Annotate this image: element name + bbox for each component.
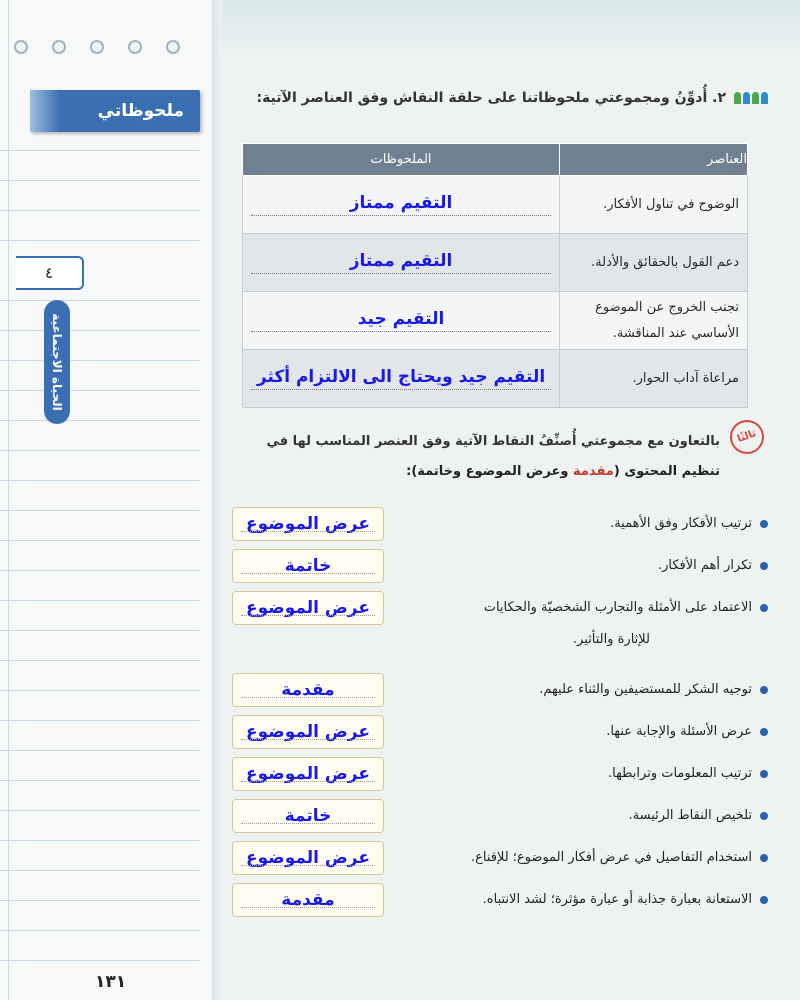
ruled-line bbox=[0, 540, 200, 541]
section2-heading: ٢. أُدوِّنُ ومجموعتي ملحوظاتنا على حلقة النقاش وفق العناصر الآتية: bbox=[256, 90, 726, 106]
bullet-icon bbox=[760, 896, 768, 904]
notes-table bbox=[242, 143, 748, 408]
section3-badge: ثالثًا bbox=[725, 415, 769, 459]
ruled-line bbox=[0, 630, 200, 631]
bullet-icon bbox=[760, 812, 768, 820]
table-element: تجنب الخروج عن الموضوع الأساسي عند المناقشة. bbox=[560, 292, 748, 350]
classification-item bbox=[232, 506, 768, 542]
table-row bbox=[243, 234, 748, 292]
item-statement: الاعتماد على الأمثلة والتجارب الشخصيّة والحكايات bbox=[483, 600, 752, 615]
binder-hole bbox=[128, 40, 142, 54]
table-note[interactable] bbox=[243, 234, 560, 292]
notes-title: ملحوظاتي bbox=[30, 90, 200, 132]
ruled-line bbox=[0, 450, 200, 451]
ruled-line bbox=[0, 960, 200, 961]
item-statement: عرض الأسئلة والإجابة عنها. bbox=[606, 724, 752, 739]
note-text: التقيم جيد bbox=[251, 309, 551, 332]
section3-intro-line1: بالتعاون مع مجموعتي أُصنِّفُ النقاط الآتية وفق العنصر المناسب لها في bbox=[266, 434, 720, 449]
intro-text: ): bbox=[406, 464, 418, 479]
ruled-line bbox=[0, 330, 200, 331]
table-header: الملحوظات bbox=[243, 144, 560, 176]
classification-item bbox=[232, 548, 768, 584]
intro-text: تنظيم المحتوى ( bbox=[613, 464, 720, 479]
answer-box[interactable]: عرض الموضوع bbox=[232, 591, 384, 625]
ruled-line bbox=[0, 600, 200, 601]
bullet-icon bbox=[760, 562, 768, 570]
ruled-line bbox=[0, 420, 200, 421]
note-text: التقيم جيد ويحتاج الى الالتزام أكثر bbox=[251, 367, 551, 390]
classification-item bbox=[232, 590, 768, 626]
group-work-icon bbox=[734, 92, 768, 104]
item-statement: استخدام التفاصيل في عرض أفكار الموضوع؛ للإقناع. bbox=[470, 850, 752, 865]
answer-box[interactable]: عرض الموضوع bbox=[232, 507, 384, 541]
ruled-line bbox=[0, 150, 200, 151]
ruled-line bbox=[0, 750, 200, 751]
notes-sidebar bbox=[0, 0, 212, 1000]
unit-number: ٤ bbox=[16, 256, 84, 290]
bullet-icon bbox=[760, 520, 768, 528]
ruled-line bbox=[0, 240, 200, 241]
classification-item bbox=[232, 840, 768, 876]
table-row bbox=[243, 292, 748, 350]
ruled-line bbox=[0, 660, 200, 661]
ruled-line bbox=[0, 720, 200, 721]
item-statement: ترتيب المعلومات وترابطها. bbox=[608, 766, 752, 781]
classification-item bbox=[232, 756, 768, 792]
ruled-line bbox=[0, 900, 200, 901]
unit-title-tab bbox=[44, 300, 70, 424]
table-note[interactable] bbox=[243, 176, 560, 234]
item-statement: توجيه الشكر للمستضيفين والثناء عليهم. bbox=[539, 682, 752, 697]
table-row bbox=[243, 350, 748, 408]
unit-title: الحياة الاجتماعية bbox=[50, 313, 64, 411]
table-header-row bbox=[243, 144, 748, 176]
binder-hole bbox=[166, 40, 180, 54]
answer-box[interactable]: مقدمة bbox=[232, 673, 384, 707]
ruled-line bbox=[0, 840, 200, 841]
item-statement: تكرار أهم الأفكار. bbox=[657, 558, 752, 573]
page-number: ١٣١ bbox=[95, 972, 127, 992]
binder-hole bbox=[14, 40, 28, 54]
table-header: العناصر bbox=[560, 144, 748, 176]
ruled-line bbox=[0, 390, 200, 391]
note-text: التقيم ممتاز bbox=[251, 251, 551, 274]
classification-item bbox=[232, 798, 768, 834]
answer-box[interactable]: مقدمة bbox=[232, 883, 384, 917]
answer-box[interactable]: خاتمة bbox=[232, 799, 384, 833]
ruled-line bbox=[0, 180, 200, 181]
ruled-line bbox=[0, 810, 200, 811]
bullet-icon bbox=[760, 604, 768, 612]
note-text: التقيم ممتاز bbox=[251, 193, 551, 216]
ruled-line bbox=[0, 870, 200, 871]
section2-heading-row bbox=[256, 90, 768, 106]
intro-text: وعرض الموضوع وخاتمة bbox=[417, 464, 573, 479]
intro-highlight: مقدمة bbox=[573, 464, 614, 479]
item-statement: تلخيص النقاط الرئيسة. bbox=[628, 808, 752, 823]
bullet-icon bbox=[760, 686, 768, 694]
ruled-line bbox=[0, 360, 200, 361]
binder-hole bbox=[52, 40, 66, 54]
table-element: دعم القول بالحقائق والأدلة. bbox=[560, 234, 748, 292]
answer-box[interactable]: خاتمة bbox=[232, 549, 384, 583]
table-element: مراعاة آداب الحوار. bbox=[560, 350, 748, 408]
table-element: الوضوح في تناول الأفكار. bbox=[560, 176, 748, 234]
table-row bbox=[243, 176, 748, 234]
item-statement: ترتيب الأفكار وفق الأهمية. bbox=[610, 516, 752, 531]
bullet-icon bbox=[760, 728, 768, 736]
item-continuation: للإثارة والتأثير. bbox=[572, 632, 650, 647]
bullet-icon bbox=[760, 770, 768, 778]
ruled-line bbox=[0, 210, 200, 211]
header-band bbox=[222, 0, 800, 60]
bullet-icon bbox=[760, 854, 768, 862]
answer-box[interactable]: عرض الموضوع bbox=[232, 757, 384, 791]
table-note[interactable] bbox=[243, 350, 560, 408]
ruled-line bbox=[0, 480, 200, 481]
section3-intro-line2 bbox=[406, 464, 720, 479]
classification-item bbox=[232, 882, 768, 918]
binder-hole bbox=[90, 40, 104, 54]
ruled-line bbox=[0, 930, 200, 931]
classification-item bbox=[232, 672, 768, 708]
main-content bbox=[222, 0, 800, 1000]
page-fold bbox=[212, 0, 222, 1000]
ruled-line bbox=[0, 570, 200, 571]
ruled-line bbox=[0, 510, 200, 511]
ruled-line bbox=[0, 780, 200, 781]
table-note[interactable] bbox=[243, 292, 560, 350]
classification-item bbox=[232, 714, 768, 750]
answer-box[interactable]: عرض الموضوع bbox=[232, 841, 384, 875]
ruled-line bbox=[0, 300, 200, 301]
answer-box[interactable]: عرض الموضوع bbox=[232, 715, 384, 749]
ruled-line bbox=[0, 690, 200, 691]
item-statement: الاستعانة بعبارة جذابة أو عبارة مؤثرة؛ لشد الانتباه. bbox=[482, 892, 752, 907]
